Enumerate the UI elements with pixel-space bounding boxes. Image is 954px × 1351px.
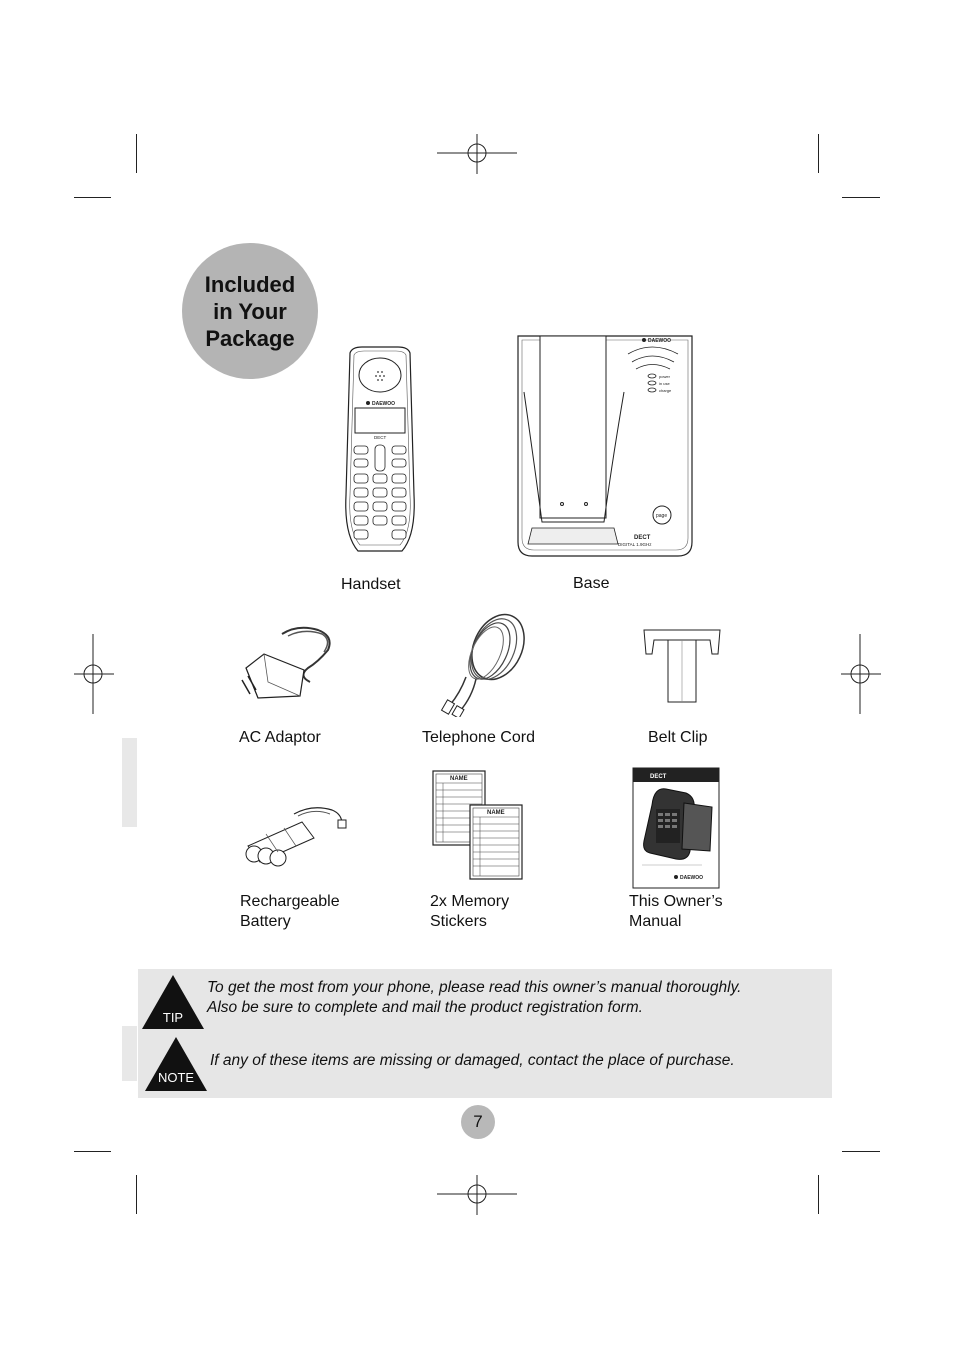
manual-label-line: Manual bbox=[629, 913, 682, 930]
handset-model: DECT bbox=[374, 435, 387, 440]
side-tab bbox=[122, 738, 137, 827]
base-freq: DIGITAL 1.9GHz bbox=[618, 542, 652, 547]
crop-mark bbox=[136, 134, 137, 173]
crop-mark bbox=[842, 197, 880, 198]
battery-label-line: Battery bbox=[240, 913, 291, 930]
section-title-badge bbox=[182, 243, 318, 379]
base-model: DECT bbox=[634, 535, 651, 541]
side-tab bbox=[122, 1026, 137, 1081]
manual-model: DECT bbox=[650, 774, 667, 780]
handset-brand: DAEWOO bbox=[372, 401, 396, 407]
registration-mark-right bbox=[841, 634, 881, 714]
memory-stickers-illustration bbox=[432, 770, 524, 882]
ac-adaptor-illustration bbox=[238, 624, 338, 704]
item-label-base: Base bbox=[573, 575, 610, 592]
base-indicator-label: in use bbox=[659, 381, 670, 386]
tip-text bbox=[207, 978, 742, 1018]
item-label-telephone-cord: Telephone Cord bbox=[422, 729, 535, 746]
crop-mark bbox=[136, 1175, 137, 1214]
sticker-header: NAME bbox=[450, 776, 468, 782]
note-text: If any of these items are missing or damaged, contact the place of purchase. bbox=[210, 1052, 735, 1069]
base-illustration bbox=[514, 332, 696, 560]
note-label: NOTE bbox=[157, 1070, 195, 1085]
section-title bbox=[205, 271, 295, 352]
manual-label-line: This Owner’s bbox=[629, 893, 723, 910]
title-line: in Your bbox=[213, 298, 287, 324]
owners-manual-illustration bbox=[632, 767, 720, 889]
item-label-memory-stickers bbox=[430, 892, 509, 932]
base-indicator-label: power bbox=[659, 374, 670, 379]
registration-mark-top bbox=[437, 134, 517, 174]
crop-mark bbox=[818, 1175, 819, 1214]
item-label-ac-adaptor: AC Adaptor bbox=[239, 729, 321, 746]
crop-mark bbox=[818, 134, 819, 173]
crop-mark bbox=[842, 1151, 880, 1152]
base-indicator-label: charge bbox=[659, 388, 672, 393]
crop-mark bbox=[74, 1151, 111, 1152]
tip-label: TIP bbox=[162, 1010, 184, 1025]
item-label-belt-clip: Belt Clip bbox=[648, 729, 708, 746]
base-page-label: page bbox=[656, 513, 668, 519]
stickers-label-line: Stickers bbox=[430, 913, 487, 930]
belt-clip-illustration bbox=[640, 624, 724, 708]
title-line: Package bbox=[205, 325, 295, 351]
manual-brand: DAEWOO bbox=[680, 875, 704, 881]
battery-illustration bbox=[242, 804, 350, 870]
item-label-battery bbox=[240, 892, 340, 932]
tip-line: Also be sure to complete and mail the product registration form. bbox=[207, 999, 643, 1016]
registration-mark-bottom bbox=[437, 1175, 517, 1215]
tip-line: To get the most from your phone, please read this owner’s manual thoroughly. bbox=[207, 979, 742, 996]
handset-illustration bbox=[342, 345, 418, 555]
telephone-cord-illustration bbox=[436, 607, 536, 717]
base-brand: DAEWOO bbox=[648, 338, 672, 344]
page-number: 7 bbox=[461, 1105, 495, 1139]
title-line: Included bbox=[204, 271, 296, 297]
stickers-label-line: 2x Memory bbox=[430, 893, 510, 910]
item-label-owners-manual bbox=[629, 892, 723, 932]
registration-mark-left bbox=[74, 634, 114, 714]
battery-label-line: Rechargeable bbox=[240, 893, 340, 910]
sticker-header: NAME bbox=[487, 810, 505, 816]
crop-mark bbox=[74, 197, 111, 198]
item-label-handset: Handset bbox=[341, 576, 401, 593]
